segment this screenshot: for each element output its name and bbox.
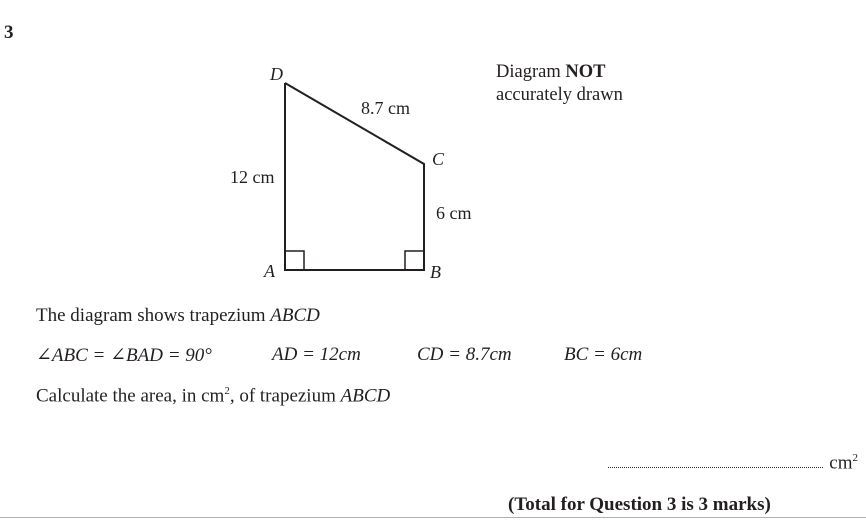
instruction-shape: ABCD [340, 385, 391, 407]
question-number: 3 [4, 22, 14, 43]
angles-equation: ∠ABC = ∠BAD = 90° [36, 345, 212, 366]
answer-unit: cm [829, 452, 853, 474]
vertex-b-label: B [430, 262, 441, 282]
bc-equation: BC = 6cm [564, 344, 643, 365]
statement-prefix: The diagram shows trapezium [36, 305, 271, 326]
side-ad-label: 12 cm [230, 167, 275, 187]
vertex-c-label: C [432, 149, 445, 169]
note-prefix: Diagram [496, 62, 566, 82]
diagram-note [496, 61, 623, 107]
answer-unit-sup: 2 [852, 452, 858, 464]
total-marks: (Total for Question 3 is 3 marks) [508, 494, 771, 515]
answer-dotted-line[interactable] [608, 453, 823, 468]
vertex-a-label: A [264, 261, 275, 281]
side-dc-label: 8.7 cm [361, 98, 410, 118]
statement-shape: ABCD [270, 305, 320, 326]
right-angle-mark-a [285, 251, 304, 270]
vertex-d-label: D [270, 64, 283, 84]
divider [0, 517, 866, 518]
instruction-prefix: Calculate the area, in cm [36, 385, 225, 407]
answer-line[interactable] [608, 452, 858, 474]
ad-equation: AD = 12cm [272, 344, 361, 365]
instruction-line [36, 385, 390, 407]
note-bold: NOT [565, 62, 606, 82]
right-angle-mark-b [405, 251, 424, 270]
instruction-sup: 2 [224, 385, 230, 397]
side-cb-label: 6 cm [436, 203, 472, 223]
instruction-middle: , of trapezium [229, 385, 341, 407]
cd-equation: CD = 8.7cm [417, 344, 512, 365]
note-line2: accurately drawn [496, 85, 623, 105]
statement-line [36, 305, 320, 327]
